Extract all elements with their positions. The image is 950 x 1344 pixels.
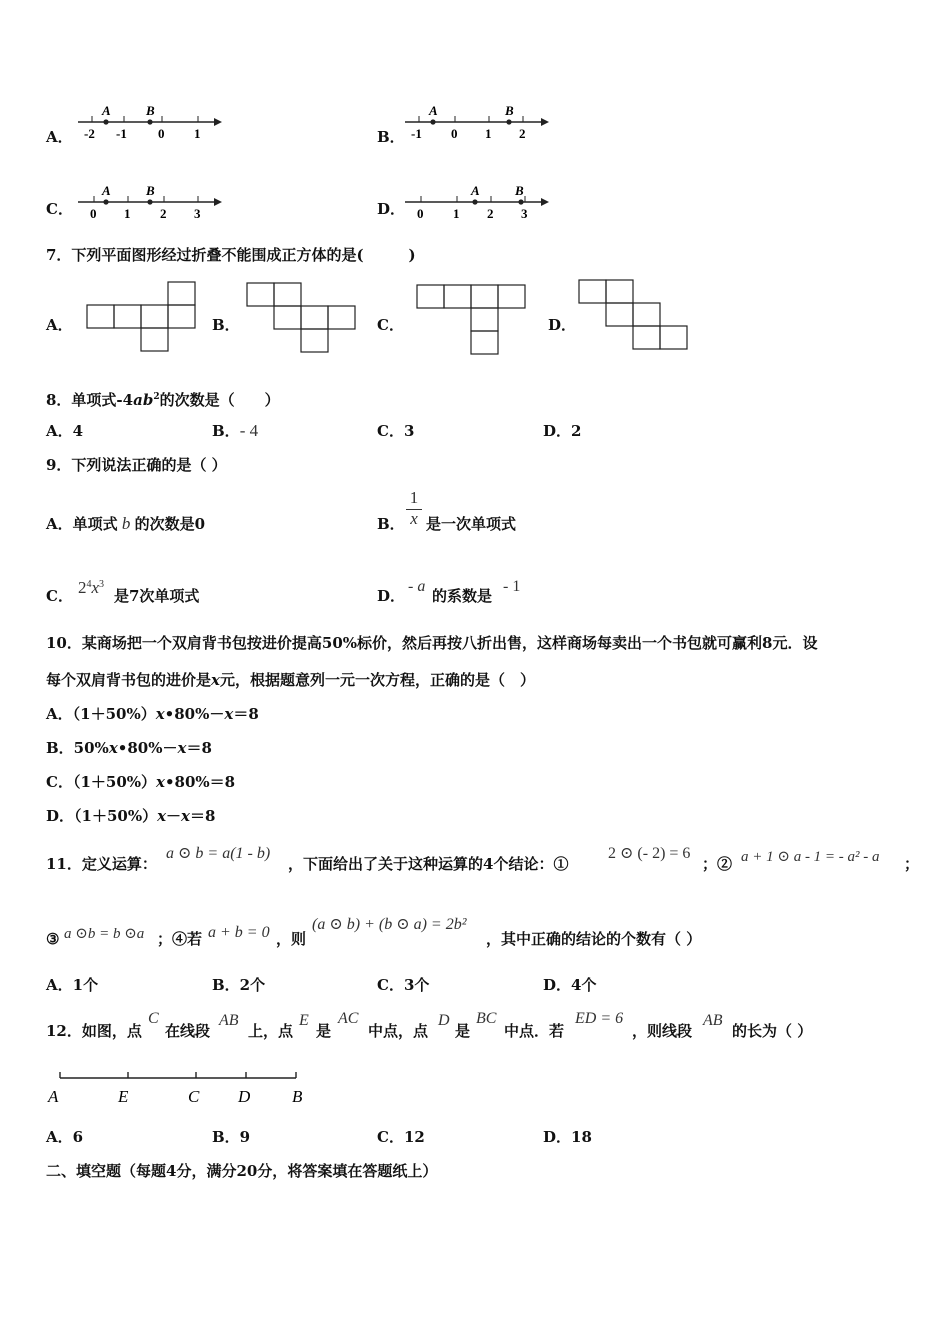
q12-var-c: C: [148, 1010, 159, 1027]
tick-label: -2: [84, 126, 95, 141]
q8-option-c: C．3: [377, 422, 415, 440]
q6-option-a-label: A．: [46, 128, 73, 146]
q6-number-line-a: [76, 102, 226, 144]
point-b-label: B: [515, 183, 524, 198]
tick-label: 1: [124, 206, 131, 221]
q12-var-bc: BC: [476, 1010, 497, 1027]
point-label: D: [238, 1087, 251, 1106]
q12-stem-8: ，则线段: [632, 1022, 693, 1040]
q12-var-d: D: [438, 1012, 450, 1029]
q11-conclusion-3: a ⊙b = b ⊙a: [64, 926, 145, 942]
point-b-label: B: [146, 183, 155, 198]
tick-label: 0: [158, 126, 165, 141]
q12-segment-figure: [46, 1068, 316, 1108]
q7-net-d: [578, 279, 698, 351]
tick-label: 1: [485, 126, 492, 141]
point-a-label: A: [102, 183, 111, 198]
section-heading: 二、填空题（每题4分，满分20分，将答案填在答题纸上）: [46, 1162, 438, 1180]
q11-conclusion-4: (a ⊙ b) + (b ⊙ a) = 2b²: [312, 916, 467, 933]
point-label: E: [118, 1087, 129, 1106]
q7-net-a: [86, 281, 206, 353]
q11-conclusion-1: 2 ⊙ (- 2) = 6: [608, 845, 691, 862]
tick-label: 0: [417, 206, 424, 221]
q12-stem-2: 在线段: [165, 1022, 211, 1040]
point-b-label: B: [505, 103, 514, 118]
q12-stem-9: 的长为（ ）: [732, 1022, 813, 1040]
q12-var-ab-2: AB: [703, 1012, 723, 1029]
q10-option-d: D．（1＋50%）x－x＝8: [46, 807, 216, 825]
q7-option-c-label: C．: [377, 316, 404, 334]
q12-stem-3: 上，点: [248, 1022, 294, 1040]
q9-option-d-text: 的系数是: [432, 587, 493, 605]
tick-label: 1: [194, 126, 201, 141]
point-label: A: [48, 1087, 59, 1106]
q7-net-c: [416, 284, 536, 356]
q9-option-b-label: B．: [377, 515, 405, 533]
q11-stem-mid: ，下面给出了关于这种运算的4个结论：①: [288, 855, 569, 873]
q12-option-c: C．12: [377, 1128, 425, 1146]
q11-c4-pre: ；④若: [157, 930, 203, 948]
tick-label: 2: [487, 206, 494, 221]
q8-option-d: D．2: [543, 422, 582, 440]
tick-label: -1: [411, 126, 422, 141]
q12-condition: ED = 6: [575, 1010, 624, 1027]
q10-stem-line2: 每个双肩背书包的进价是x元，根据题意列一元一次方程，正确的是（ ）: [46, 671, 535, 689]
tick-label: 2: [519, 126, 526, 141]
q9-option-a: A．单项式 b 的次数是0: [46, 514, 206, 533]
point-b-label: B: [146, 103, 155, 118]
q11-stem-pre: 11．定义运算：: [46, 855, 157, 873]
q11-c4-condition: a + b = 0: [208, 924, 270, 941]
point-a-label: A: [102, 103, 111, 118]
point-a-label: A: [429, 103, 438, 118]
q8-option-a: A．4: [46, 422, 84, 440]
q12-stem-6: 是: [455, 1022, 471, 1040]
q9-option-d-label: D．: [377, 587, 406, 605]
q9-option-c-label: C．: [46, 587, 73, 605]
q12-stem-7: 中点．若: [504, 1022, 565, 1040]
q7-option-b-label: B．: [212, 316, 240, 334]
q7-stem: 7．下列平面图形经过折叠不能围成正方体的是( ): [46, 246, 416, 264]
q11-option-b: B．2个: [212, 976, 266, 994]
q11-c3-marker: ③: [46, 930, 60, 948]
tick-label: 0: [451, 126, 458, 141]
q6-number-line-b: [403, 102, 553, 144]
q7-option-a-label: A．: [46, 316, 73, 334]
q8-stem: 8．单项式$-4ab^2$的次数是（ ）: [46, 391, 280, 409]
q6-number-line-c: [76, 182, 226, 224]
q6-option-c-label: C．: [46, 200, 73, 218]
q12-var-e: E: [299, 1012, 309, 1029]
q6-number-line-d: [403, 182, 553, 224]
q11-stem-end: ，其中正确的结论的个数有（ ）: [486, 930, 702, 948]
q6-option-b-label: B．: [377, 128, 405, 146]
q12-option-a: A．6: [46, 1128, 84, 1146]
q9-option-d-value: - 1: [503, 578, 521, 595]
q9-option-c-text: 是7次单项式: [114, 587, 200, 605]
q9-option-c-expr: $2^4x^3$: [78, 578, 105, 597]
point-label: B: [292, 1087, 303, 1106]
q12-var-ab: AB: [219, 1012, 239, 1029]
q11-definition: a ⊙ b = a(1 - b): [166, 845, 271, 862]
q12-option-b: B．9: [212, 1128, 251, 1146]
tick-label: 2: [160, 206, 167, 221]
q9-option-d-expr: - a: [408, 578, 426, 595]
q7-option-d-label: D．: [548, 316, 577, 334]
q12-stem-4: 是: [316, 1022, 332, 1040]
tick-label: 0: [90, 206, 97, 221]
q9-option-b-text: 是一次单项式: [426, 515, 517, 533]
q12-var-ac: AC: [338, 1010, 359, 1027]
q11-conclusion-2: a + 1 ⊙ a - 1 = - a² - a: [741, 849, 880, 865]
q10-option-a: A．（1＋50%）x•80%－x＝8: [46, 705, 259, 723]
q11-option-d: D．4个: [543, 976, 597, 994]
q7-net-b: [246, 282, 366, 354]
q9-fraction: 1 x: [404, 489, 424, 528]
q11-sep-2: ；: [904, 855, 920, 873]
q9-stem: 9．下列说法正确的是（ ）: [46, 456, 227, 474]
q10-option-b: B．50%x•80%－x＝8: [46, 739, 212, 757]
q11-option-c: C．3个: [377, 976, 430, 994]
q11-option-a: A．1个: [46, 976, 99, 994]
q12-stem-1: 12．如图，点: [46, 1022, 142, 1040]
q10-option-c: C．（1＋50%）x•80%＝8: [46, 773, 236, 791]
q8-option-b: B．- 4: [212, 421, 259, 440]
point-a-label: A: [471, 183, 480, 198]
tick-label: 3: [194, 206, 201, 221]
q6-option-d-label: D．: [377, 200, 406, 218]
q10-stem-line1: 10．某商场把一个双肩背书包按进价提高50%标价，然后再按八折出售，这样商场每卖出一个书包就可赢利8元．设: [46, 634, 818, 652]
tick-label: -1: [116, 126, 127, 141]
q11-sep-1: ；②: [702, 855, 733, 873]
q12-stem-5: 中点，点: [368, 1022, 429, 1040]
tick-label: 3: [521, 206, 528, 221]
q11-c4-mid: ，则: [276, 930, 307, 948]
q12-option-d: D．18: [543, 1128, 592, 1146]
tick-label: 1: [453, 206, 460, 221]
point-label: C: [188, 1087, 200, 1106]
